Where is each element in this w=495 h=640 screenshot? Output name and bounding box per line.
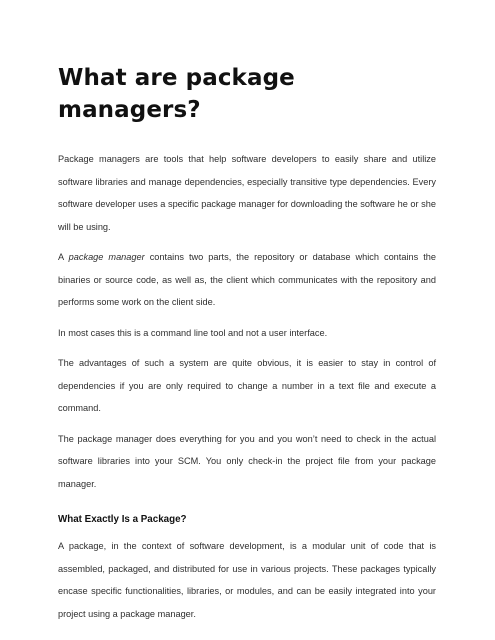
page-title: What are package managers?: [58, 65, 295, 123]
paragraph-intro: Package managers are tools that help software developers to easily share and utilize software libraries and manage dependencies, especially transitive type dependencies. Every software developer uses a specific package manager for downloading the software he or she will be using.: [58, 154, 436, 232]
emphasis-package-manager: package manager: [68, 252, 145, 262]
paragraph-command-line: In most cases this is a command line tool and not a user interface.: [58, 327, 328, 338]
section-heading: What Exactly Is a Package?: [58, 514, 187, 525]
paragraph-suffix: contains two parts, the repository or database which contains the binaries or source code, as well as, the client which communicates with the repository and performs some work on the client side.: [58, 252, 436, 307]
paragraph-advantages: The advantages of such a system are quite obvious, it is easier to stay in control of dependencies if you are only required to change a number in a text file and execute a command.: [58, 358, 436, 413]
paragraph-prefix: A: [58, 252, 69, 262]
document-content: [58, 62, 436, 633]
paragraph-scm: The package manager does everything for you and you won’t need to check in the actual software libraries into your SCM. You only check-in the project file from your package manager.: [58, 433, 436, 489]
paragraph-package-definition: A package, in the context of software development, is a modular unit of code that is assembled, packaged, and distributed for use in various projects. These packages typically encase specific functionalities, libraries, or modules, and can be easily integrated into your project using a package manager.: [58, 541, 436, 619]
paragraph-package-manager-parts: [58, 246, 436, 314]
